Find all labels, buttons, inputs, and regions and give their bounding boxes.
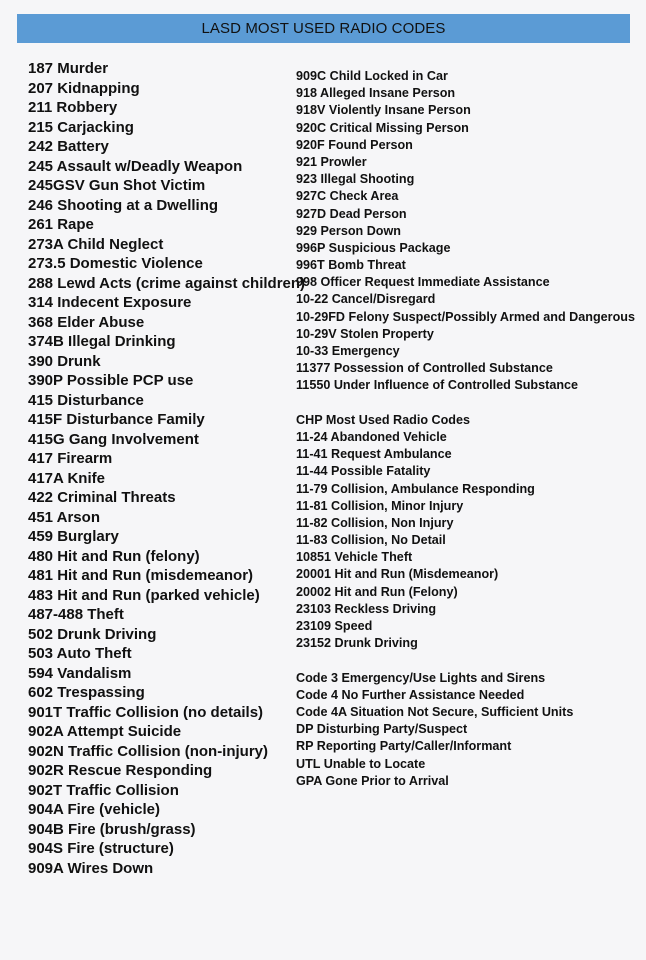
code-item: 417 Firearm — [28, 450, 113, 467]
code-item: 11550 Under Influence of Controlled Substance — [296, 378, 579, 393]
code-item: 902R Rescue Responding — [28, 762, 213, 779]
code-item: GPA Gone Prior to Arrival — [296, 773, 449, 788]
page-title-banner — [17, 14, 630, 43]
code-item: 901T Traffic Collision (no details) — [28, 703, 264, 721]
code-item: 273.5 Domestic Violence — [28, 255, 203, 272]
code-item: 10-33 Emergency — [296, 344, 400, 358]
code-item: 920F Found Person — [296, 137, 413, 152]
code-item: Code 4 No Further Assistance Needed — [296, 687, 525, 702]
code-item: 483 Hit and Run (parked vehicle) — [28, 586, 260, 604]
code-item: 11-82 Collision, Non Injury — [296, 515, 454, 530]
code-item: 918 Alleged Insane Person — [296, 86, 456, 101]
code-item: 23103 Reckless Driving — [296, 601, 437, 616]
code-item: 996T Bomb Threat — [296, 258, 406, 273]
code-item: 10-29V Stolen Property — [296, 326, 434, 341]
general-codes-section — [296, 670, 636, 790]
code-item: 923 Illegal Shooting — [296, 172, 415, 187]
code-item: 902T Traffic Collision — [28, 781, 179, 799]
code-item: 921 Prowler — [296, 154, 367, 169]
code-item: 246 Shooting at a Dwelling — [28, 196, 219, 214]
chp-section-title: CHP Most Used Radio Codes — [296, 412, 471, 427]
code-item: 481 Hit and Run (misdemeanor) — [28, 567, 254, 584]
code-item: 451 Arson — [28, 508, 100, 526]
code-item: 261 Rape — [28, 216, 94, 233]
code-item: 390P Possible PCP use — [28, 372, 194, 389]
page-title: LASD MOST USED RADIO CODES — [201, 20, 446, 37]
code-item: 314 Indecent Exposure — [28, 294, 192, 311]
code-item: 459 Burglary — [28, 528, 119, 545]
code-item: RP Reporting Party/Caller/Informant — [296, 739, 512, 754]
code-item: 245 Assault w/Deadly Weapon — [28, 157, 243, 175]
code-item: Code 3 Emergency/Use Lights and Sirens — [296, 670, 546, 685]
code-item: 909C Child Locked in Car — [296, 69, 448, 83]
code-item: 23152 Drunk Driving — [296, 636, 418, 651]
code-item: 242 Battery — [28, 138, 109, 155]
chp-codes-list — [296, 429, 636, 652]
code-item: 11-41 Request Ambulance — [296, 447, 452, 462]
code-item: 909A Wires Down — [28, 859, 154, 877]
code-item: 11-79 Collision, Ambulance Responding — [296, 481, 535, 496]
code-item: 918V Violently Insane Person — [296, 103, 471, 118]
right-codes-column — [296, 68, 636, 790]
code-item: 902A Attempt Suicide — [28, 723, 182, 740]
code-item: 11-81 Collision, Minor Injury — [296, 498, 464, 513]
code-item: 215 Carjacking — [28, 118, 134, 136]
code-item: 502 Drunk Driving — [28, 625, 157, 643]
code-item: DP Disturbing Party/Suspect — [296, 722, 468, 737]
code-item: 415G Gang Involvement — [28, 430, 199, 448]
code-item: 11-44 Possible Fatality — [296, 464, 431, 479]
code-item: 417A Knife — [28, 469, 105, 487]
chp-codes-section — [296, 412, 636, 653]
code-item: 207 Kidnapping — [28, 79, 140, 97]
code-item: 211 Robbery — [28, 99, 118, 116]
code-item: 920C Critical Missing Person — [296, 120, 469, 135]
code-item: 273A Child Neglect — [28, 235, 164, 253]
code-item: UTL Unable to Locate — [296, 756, 426, 771]
code-item: 390 Drunk — [28, 352, 101, 370]
code-item: 11-24 Abandoned Vehicle — [296, 429, 447, 444]
code-item: Code 4A Situation Not Secure, Sufficient Units — [296, 704, 574, 719]
code-item: 422 Criminal Threats — [28, 489, 176, 506]
code-item: 929 Person Down — [296, 223, 401, 238]
code-item: 927C Check Area — [296, 189, 399, 204]
code-item: 503 Auto Theft — [28, 645, 132, 662]
code-item: 904A Fire (vehicle) — [28, 801, 161, 818]
code-item: 11377 Possession of Controlled Substance — [296, 361, 553, 376]
code-item: 11-83 Collision, No Detail — [296, 533, 446, 548]
code-item: 10-29FD Felony Suspect/Possibly Armed and Dangerous — [296, 309, 635, 324]
code-item: 415F Disturbance Family — [28, 411, 205, 428]
code-item: 996P Suspicious Package — [296, 240, 451, 255]
lasd-codes-column — [28, 59, 306, 878]
code-item: 487-488 Theft — [28, 606, 124, 623]
code-item: 594 Vandalism — [28, 664, 132, 682]
code-item: 10851 Vehicle Theft — [296, 550, 413, 565]
code-item: 368 Elder Abuse — [28, 313, 145, 331]
code-item: 927D Dead Person — [296, 206, 407, 221]
lasd-codes-continued — [296, 68, 636, 395]
code-item: 374B Illegal Drinking — [28, 333, 176, 350]
code-item: 10-22 Cancel/Disregard — [296, 292, 436, 307]
code-item: 288 Lewd Acts (crime against children) — [28, 274, 306, 292]
code-item: 480 Hit and Run (felony) — [28, 547, 200, 565]
code-item: 904S Fire (structure) — [28, 840, 174, 857]
code-item: 187 Murder — [28, 60, 109, 77]
code-item: 904B Fire (brush/grass) — [28, 820, 196, 838]
code-item: 20002 Hit and Run (Felony) — [296, 584, 458, 599]
code-item: 23109 Speed — [296, 619, 373, 633]
code-item: 415 Disturbance — [28, 391, 144, 409]
code-item: 902N Traffic Collision (non-injury) — [28, 742, 269, 760]
code-item: 998 Officer Request Immediate Assistance — [296, 275, 550, 290]
code-item: 20001 Hit and Run (Misdemeanor) — [296, 567, 499, 582]
code-item: 602 Trespassing — [28, 684, 145, 701]
code-item: 245GSV Gun Shot Victim — [28, 177, 206, 194]
